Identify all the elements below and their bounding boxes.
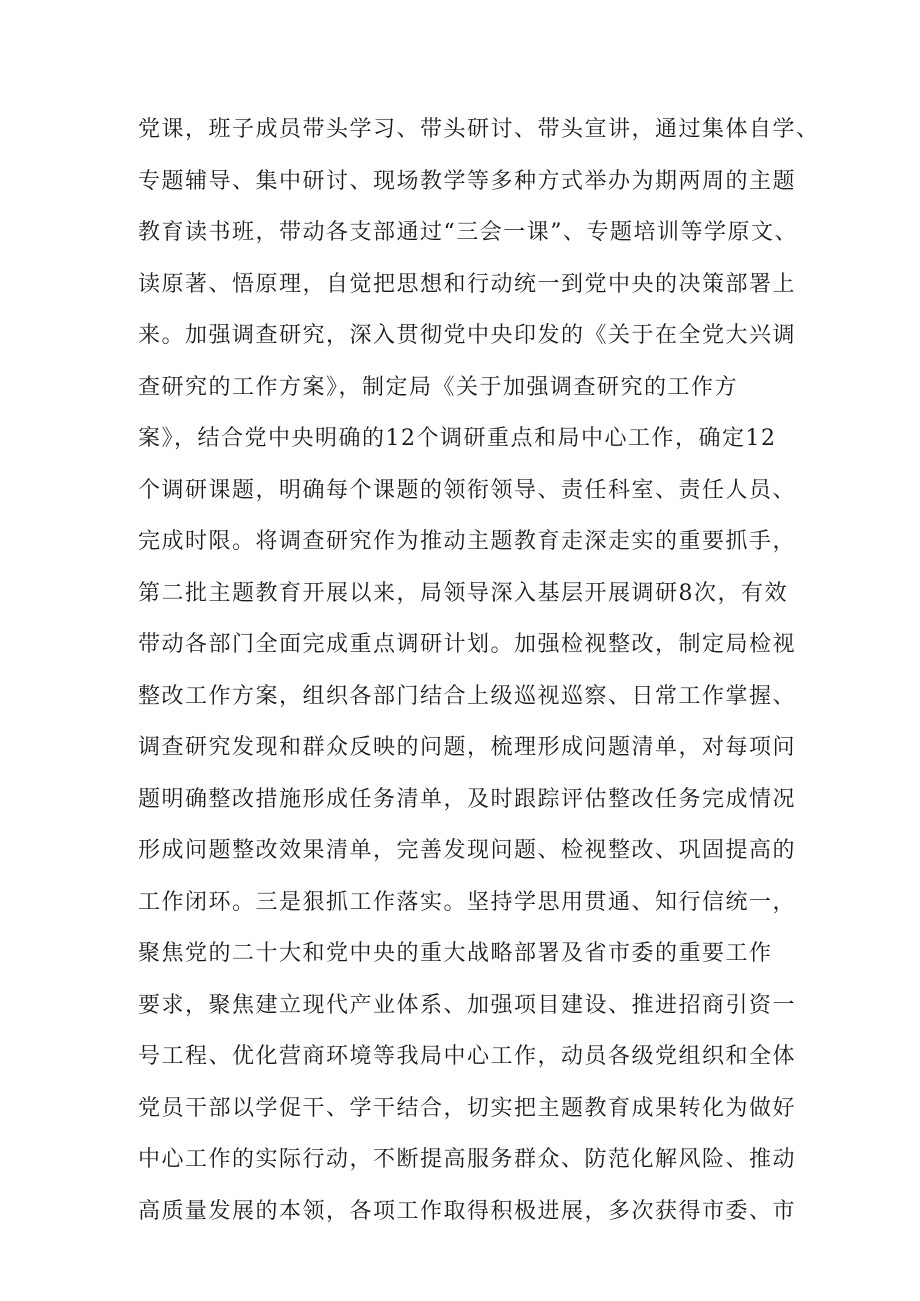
text-line: 个调研课题，明确每个课题的领衔领导、责任科室、责任人员、 [138, 477, 797, 503]
text-line: 聚焦党的二十大和党中央的重大战略部署及省市委的重要工作 [138, 941, 773, 966]
text-line: 完成时限。将调查研究作为推动主题教育走深走实的重要抓手， [138, 529, 797, 554]
text-line: 中心工作的实际行动，不断提高服务群众、防范化解风险、推动 [138, 1147, 797, 1172]
text-line: 形成问题整改效果清单，完善发现问题、检视整改、巩固提高的 [138, 838, 797, 863]
text-line: 号工程、优化营商环境等我局中心工作，动员各级党组织和全体 [138, 1044, 797, 1069]
text-line: 来。加强调查研究，深入贯彻党中央印发的《关于在全党大兴调 [138, 323, 797, 348]
text-line: 教育读书班，带动各支部通过“三会一课”、专题培训等学原文、 [138, 220, 798, 245]
text-line: 第二批主题教育开展以来，局领导深入基层开展调研8次，有效 [138, 580, 788, 606]
text-line: 工作闭环。三是狠抓工作落实。坚持学思用贯通、知行信统一， [138, 889, 797, 915]
body-paragraph [138, 104, 818, 1237]
text-line: 调查研究发现和群众反映的问题，梳理形成问题清单，对每项问 [138, 735, 797, 760]
text-line: 党员干部以学促干、学干结合，切实把主题教育成果转化为做好 [138, 1095, 797, 1121]
text-line: 要求，聚焦建立现代产业体系、加强项目建设、推进招商引资一 [138, 992, 797, 1018]
text-line: 案》，结合党中央明确的12个调研重点和局中心工作，确定12 [138, 426, 777, 451]
text-line: 读原著、悟原理，自觉把思想和行动统一到党中央的决策部署上 [138, 271, 797, 297]
text-line: 查研究的工作方案》，制定局《关于加强调查研究的工作方 [138, 374, 739, 400]
text-line: 带动各部门全面完成重点调研计划。加强检视整改，制定局检视 [138, 632, 797, 657]
text-line: 高质量发展的本领，各项工作取得积极进展，多次获得市委、市 [138, 1198, 797, 1224]
text-line: 整改工作方案，组织各部门结合上级巡视巡察、日常工作掌握、 [138, 683, 797, 709]
text-line: 党课，班子成员带头学习、带头研讨、带头宣讲，通过集体自学、 [138, 117, 820, 142]
text-line: 题明确整改措施形成任务清单，及时跟踪评估整改任务完成情况 [138, 786, 797, 812]
text-line: 专题辅导、集中研讨、现场教学等多种方式举办为期两周的主题 [138, 168, 797, 194]
